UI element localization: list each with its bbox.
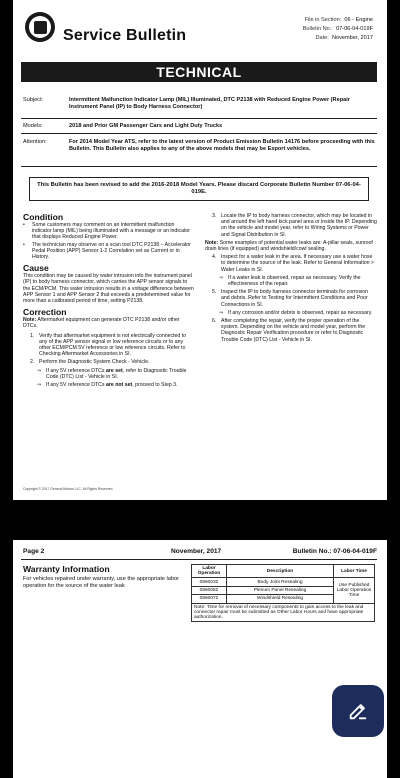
file-section: 06 - Engine (344, 17, 373, 23)
list-item: ⇒ If any corrosion and/or debris is observed, repair as necessary. (219, 309, 373, 316)
divider (21, 559, 377, 560)
subject-text: Intermittent Malfunction Indicator Lamp (MIL) Illuminated, DTC P2138 with Reduced Engine Power (Repair Instrument Panel (IP) to Body Harness Connector) (69, 97, 350, 110)
list-item: 4. Inspect for a water leak in the area. If necessary use a water hose to determine the source of the leak. Refer to General Information > Water Leaks in SI. (212, 254, 374, 273)
bulletin-page-2 (13, 540, 387, 778)
bulletin-page-1 (13, 0, 387, 500)
table-row: 0560072 Windshield Resealing (192, 595, 375, 603)
subject-row: Subject: Intermittent Malfunction Indicator Lamp (MIL) Illuminated, DTC P2138 with Reduced Engine Power (Repair Instrument Panel (IP) to Body Harness Connector) (23, 97, 375, 111)
revision-notice: This Bulletin has been revised to add the 2016-2018 Model Years. Please discard Corporate Bulletin Number 07-06-04-019E. (29, 177, 369, 201)
attention-row: Attention: For 2014 Model Year ATS, refer to the latest version of Product Emission Bulletin 14176 before proceeding with this Bulletin. This Bulletin also applies to any of the above models that may be Export vehicles. (23, 139, 375, 152)
list-item: 5. Inspect the IP to body harness connector terminals for corrosion and debris. Refer to Testing for Intermittent Conditions and Poor Connections in SI. (212, 289, 368, 308)
list-item: 6. After completing the repair, verify the proper operation of the system. Depending on the vehicle and model year, perform the Diagnostic Repair Verification procedure or refer to Diagnostic Trouble Code (DTC) List - Vehicle in SI. (212, 318, 366, 343)
bulletin-meta: File in Section: 06 - Engine Bulletin No.: 07-06-04-019F Date: November, 2017 (302, 17, 373, 41)
list-item: • Some customers may comment on an intermittent malfunction indicator lamp (MIL) being illuminated with a message or an indicator that displays Reduced Engine Power. (23, 222, 191, 241)
divider (21, 133, 377, 134)
models-row: Models: 2018 and Prior GM Passenger Cars and Light Duty Trucks (23, 123, 375, 130)
divider (21, 118, 377, 119)
warranty-heading: Warranty Information (23, 564, 110, 574)
list-item: 1. Verify that aftermarket equipment is not electrically connected to any of the APP sensor signal or low reference circuits or to any other ECM/PCM 5V reference or low reference circuits. Refer to Checking Aftermarket Accessories in SI. (30, 332, 187, 358)
models-text: 2018 and Prior GM Passenger Cars and Light Duty Trucks (69, 123, 223, 129)
right-column (205, 213, 377, 343)
cause-heading: Cause (23, 263, 49, 274)
cause-paragraph: This condition may be caused by water intrusion into the instrument panel (IP) to body harness connector, which carries the APP sensor signals to the ECM/PCM. This water intrusion results in a voltage difference between APP Sensor 1 and APP Sensor 2 that exceeds a predetermined value for more than a calibrated period of time, setting P2138. (23, 273, 194, 305)
list-item: • The technician may observe on a scan tool DTC P2138 – Accelerator Pedal Position (APP) Sensor 1-2 Correlation set as Current or in History. (23, 241, 191, 261)
warranty-paragraph: For vehicles repaired under warranty, use the appropriate labor operation for the source of the water leak (23, 576, 179, 589)
labor-time-cell: Use Published Labor Operation Time (334, 578, 375, 603)
bulletin-number: 07-06-04-019F (335, 26, 373, 32)
page2-bulletin-number: Bulletin No.: 07-06-04-019F (292, 548, 377, 555)
labor-table-wrap (191, 564, 375, 622)
list-item: ⇒ If a water leak is observed, repair as necessary. Verify the effectiveness of the repair. (219, 274, 361, 288)
edit-pen-icon (347, 700, 369, 722)
list-item: ⇒ If any 5V reference DTCs are set, refer to Diagnostic Trouble Code (DTC) List - Vehicle in SI. (37, 367, 187, 380)
list-item: 3. Locate the IP to body harness connector, which may be located in and around the left hand kick panel area or inside the IP. Depending on the vehicle and model year, refer to Wiring Systems or Power and Signal Distribution in SI. (212, 213, 377, 238)
page2-date: November, 2017 (171, 548, 222, 555)
list-item: 2. Perform the Diagnostic System Check - Vehicle. (30, 359, 150, 366)
correction-heading: Correction (23, 307, 67, 318)
labor-table: Labor Operation Description Labor Time 0560032 Body Joint Resealing Use Published Labor Operation Time 0560052 Plenum Panel Resealing 0560072 Windshield Resealing Note: Time for removal of necessary components to gain access to the leak and connector repair must be submitted as Other Labor Hours and have appropriate authorization. (191, 564, 375, 622)
correction-note: Note: Aftermarket equipment can generate DTC P2138 and/or other DTCs. (23, 317, 180, 330)
leak-note: Note: Some examples of potential water leaks are: A-pillar seals, sunroof drain lines (if equipped) and windshield/cowl sealing. (205, 239, 373, 253)
page-number: Page 2 (23, 548, 45, 555)
gm-logo-icon (25, 12, 55, 42)
table-row: 0560032 Body Joint Resealing Use Published Labor Operation Time (192, 578, 375, 586)
edit-fab-button[interactable] (332, 685, 384, 737)
table-row: 0560052 Plenum Panel Resealing (192, 586, 375, 594)
condition-heading: Condition (23, 212, 64, 222)
bulletin-date: November, 2017 (331, 35, 373, 41)
copyright: Copyright © 2017 General Motors LLC. All Rights Reserved. (23, 487, 114, 491)
brand-title: Service Bulletin (63, 27, 187, 44)
table-note-row: Note: Time for removal of necessary components to gain access to the leak and connector repair must be submitted as Other Labor Hours and have appropriate authorization. (192, 603, 375, 621)
list-item: ⇒ If any 5V reference DTCs are not set, proceed to Step 3. (37, 382, 178, 389)
divider (21, 166, 377, 167)
technical-banner: TECHNICAL (21, 62, 377, 82)
left-column (23, 212, 195, 388)
attention-text: For 2014 Model Year ATS, refer to the latest version of Product Emission Bulletin 14176 before proceeding with this Bulletin. This Bulletin also applies to any of the above models that may be Export vehicles. (69, 139, 375, 152)
